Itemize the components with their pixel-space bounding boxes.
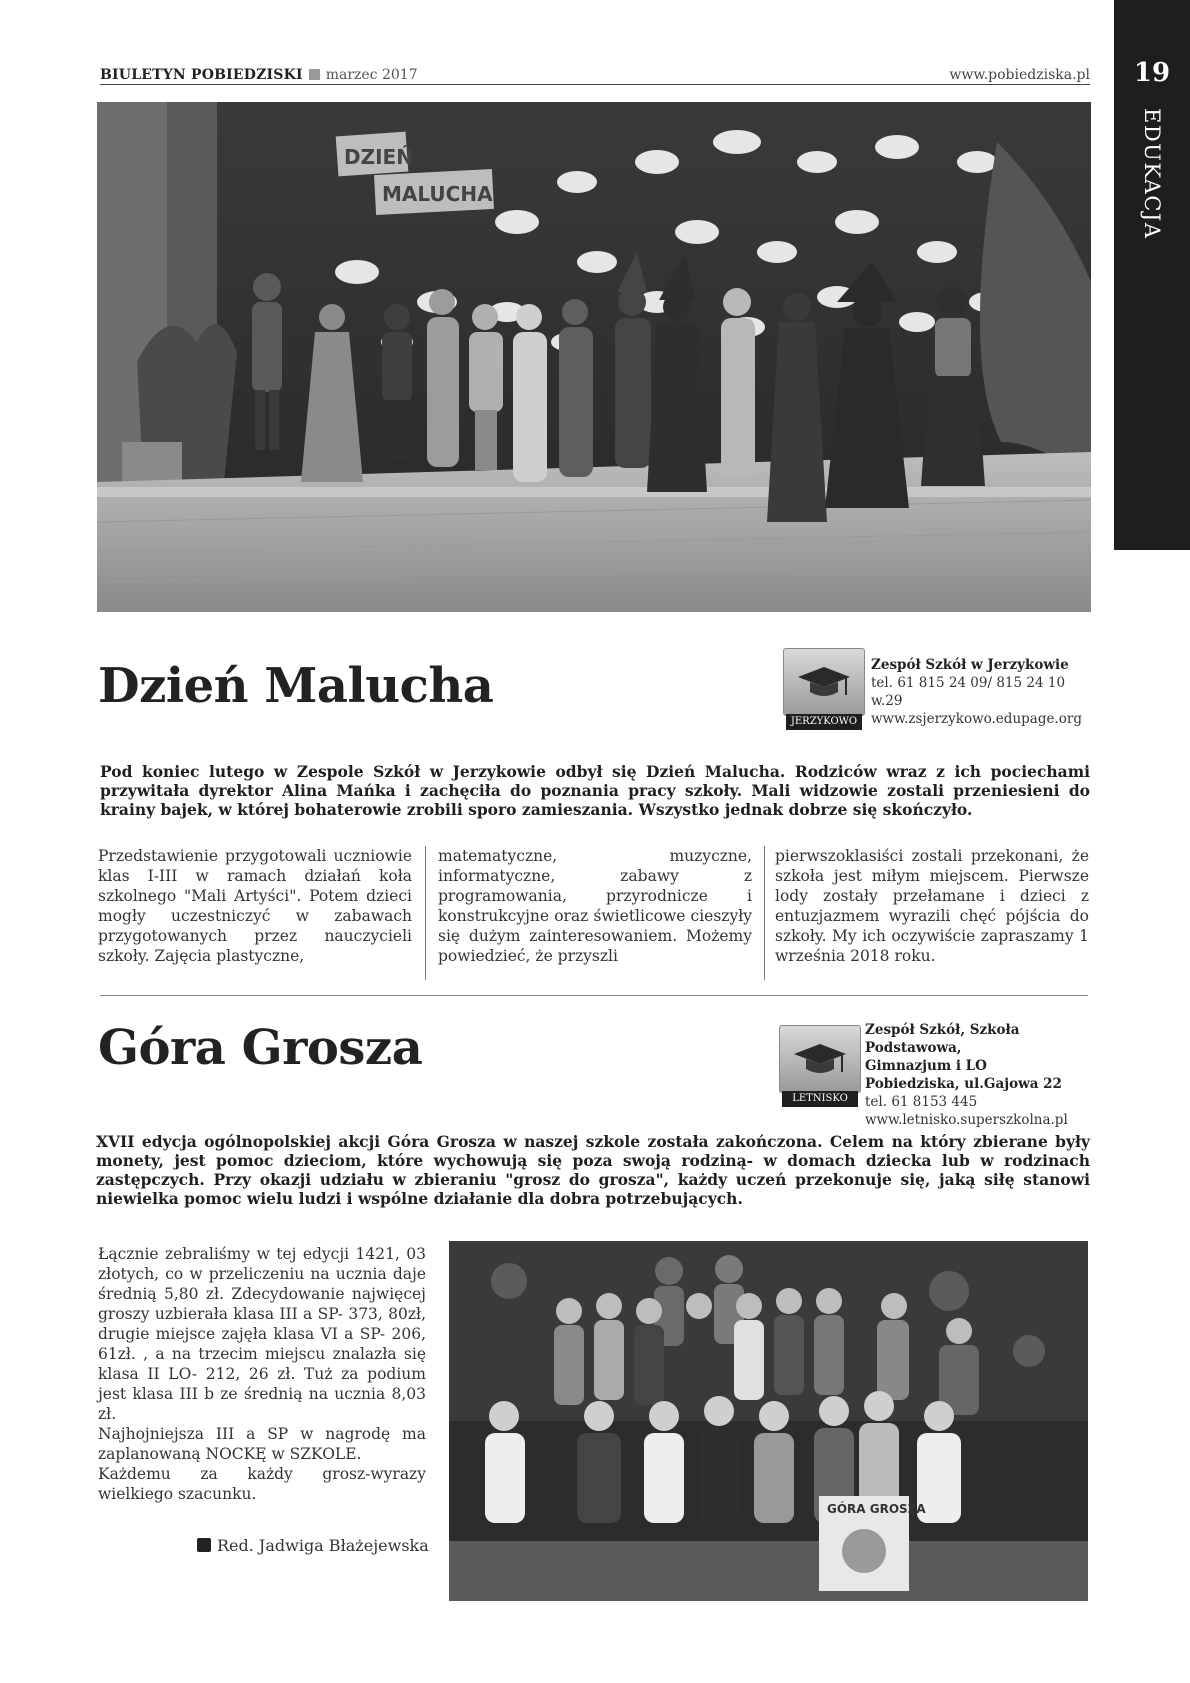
school-logo-label: JERZYKOWO bbox=[786, 714, 862, 730]
header-separator bbox=[309, 69, 320, 80]
header-website[interactable]: www.pobiedziska.pl bbox=[949, 67, 1090, 83]
article-title: Góra Grosza bbox=[98, 1020, 423, 1076]
poster-title: GÓRA GROSZA bbox=[827, 1502, 926, 1516]
stage-performance-photo bbox=[97, 102, 1091, 612]
body-paragraph: Najhojniejsza III a SP w nagrodę ma zaplanowaną NOCKĘ w SZKOLE. bbox=[98, 1425, 426, 1463]
square-bullet-icon bbox=[197, 1538, 211, 1552]
author-name: Red. Jadwiga Błażejewska bbox=[217, 1536, 429, 1555]
column-divider bbox=[425, 846, 426, 980]
school-website[interactable]: www.letnisko.superszkolna.pl bbox=[865, 1112, 1068, 1128]
section-tab bbox=[1114, 0, 1190, 550]
column-divider bbox=[764, 846, 765, 980]
school-name-line1: Zespół Szkół, Szkoła Podstawowa, bbox=[865, 1022, 1020, 1056]
article-lead: XVII edycja ogólnopolskiej akcji Góra Grosza w naszej szkole została zakończona. Celem na który zbierane były monety, jest pomoc dzieciom, które wychowują się poza swoją rodziną- w domach dziecka lub w rodzinach zastępczych. Przy okazji udziału w zbieraniu "grosz do grosza", każdy uczeń przekonuje się, jaką siłę stanowi niewielka pomoc wielu ludzi i wspólne działanie dla dobra potrzebujących. bbox=[96, 1132, 1090, 1208]
section-name: EDUKACJA bbox=[1140, 108, 1164, 240]
article-column-2: matematyczne, muzyczne, informatyczne, zabawy z programowania, przyrodnicze i konstrukcyjne oraz świetlicowe cieszyły się dużym zainteresowaniem. Możemy powiedzieć, że przyszli bbox=[438, 847, 752, 965]
issue-date: marzec 2017 bbox=[325, 67, 418, 83]
school-address: Pobiedziska, ul.Gajowa 22 bbox=[865, 1076, 1062, 1092]
school-name-line2: Gimnazjum i LO bbox=[865, 1058, 987, 1074]
school-phone: tel. 61 8153 445 bbox=[865, 1094, 978, 1110]
banner-text-line2: MALUCHA bbox=[382, 182, 493, 206]
school-contact bbox=[865, 1021, 1095, 1129]
article-divider bbox=[100, 995, 1088, 996]
school-name: Zespół Szkół w Jerzykowie bbox=[871, 657, 1069, 673]
school-phone: tel. 61 815 24 09/ 815 24 10 w.29 bbox=[871, 675, 1066, 709]
school-logo-label: LETNISKO bbox=[782, 1091, 858, 1107]
school-website[interactable]: www.zsjerzykowo.edupage.org bbox=[871, 711, 1082, 727]
header-rule bbox=[100, 84, 1090, 85]
body-paragraph: Łącznie zebraliśmy w tej edycji 1421, 03 złotych, co w przeliczeniu na ucznia daje średnią 5,80 zł. Zdecydowanie najwięcej groszy uzbierała klasa III a SP- 373, 80zł, drugie miejsce zajęła klasa VI a SP- 206, 61zł. , a na trzecim miejscu znalazła się klasa II LO- 212, 26 zł. Tuż za podium jest klasa III b ze średnią na ucznia 8,03 zł. bbox=[98, 1245, 426, 1423]
article-title: Dzień Malucha bbox=[98, 658, 494, 714]
article-lead: Pod koniec lutego w Zespole Szkół w Jerzykowie odbył się Dzień Malucha. Rodziców wraz z ich pociechami przywitała dyrektor Alina Mańka i zachęciła do poznania pracy szkoły. Mali widzowie zostali przeniesieni do krainy bajek, w której bohaterowie zrobili sporo zamieszania. Wszystko jednak dobrze się skończyło. bbox=[100, 762, 1090, 819]
author-signature bbox=[197, 1536, 429, 1555]
article-column-3: pierwszoklasiści zostali przekonani, że szkoła jest miłym miejscem. Pierwsze lody zostały przełamane i dzieci z entuzjazmem wyrazili chęć pójścia do szkoły. My ich oczywiście zapraszamy 1 września 2018 roku. bbox=[775, 847, 1089, 965]
school-contact bbox=[871, 656, 1091, 728]
school-logo bbox=[783, 648, 865, 730]
body-paragraph: Każdemu za każdy grosz-wyrazy wielkiego szacunku. bbox=[98, 1465, 426, 1503]
graduation-cap-icon bbox=[783, 648, 865, 716]
banner-text-line1: DZIEŃ bbox=[344, 145, 413, 169]
page-number: 19 bbox=[1133, 58, 1171, 88]
article-column-1: Przedstawienie przygotowali uczniowie klas I-III w ramach działań koła szkolnego "Mali Artyści". Potem dzieci mogły uczestniczyć w zabawach przygotowanych przez nauczycieli szkoły. Zajęcia plastyczne, bbox=[98, 847, 412, 965]
publication-name: BIULETYN POBIEDZISKI bbox=[100, 67, 303, 83]
article-body bbox=[98, 1244, 426, 1504]
header-publication bbox=[100, 67, 418, 83]
group-photo bbox=[449, 1241, 1088, 1601]
graduation-cap-icon bbox=[779, 1025, 861, 1093]
school-logo bbox=[779, 1025, 861, 1107]
